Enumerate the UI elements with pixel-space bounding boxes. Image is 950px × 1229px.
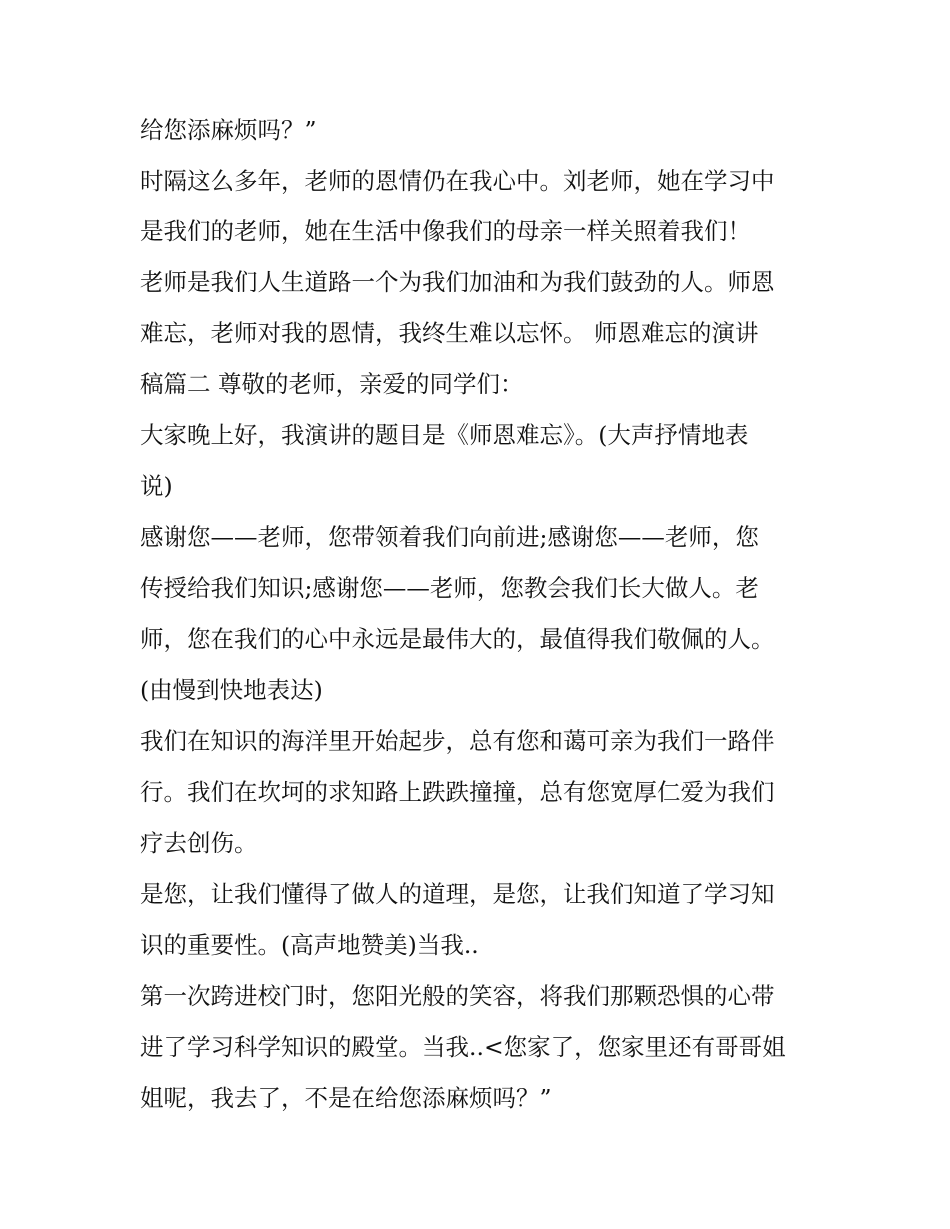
text-line: 时隔这么多年，老师的恩情仍在我心中。刘老师，她在学习中 bbox=[140, 167, 775, 195]
text-line: 稿篇二 尊敬的老师，亲爱的同学们： bbox=[140, 370, 524, 398]
text-line: 大家晚上好，我演讲的题目是《师恩难忘》。(大声抒情地表 bbox=[140, 421, 749, 449]
text-line: 姐呢，我去了，不是在给您添麻烦吗？” bbox=[140, 1084, 552, 1112]
text-line: 老师是我们人生道路一个为我们加油和为我们鼓劲的人。师恩 bbox=[140, 268, 775, 296]
text-line: 识的重要性。(高声地赞美)当我.. bbox=[140, 931, 479, 959]
text-line: 我们在知识的海洋里开始起步，总有您和蔼可亲为我们一路伴 bbox=[140, 727, 775, 755]
text-line: 传授给我们知识;感谢您——老师，您教会我们长大做人。老 bbox=[140, 574, 759, 602]
text-line: 说) bbox=[140, 472, 173, 500]
text-line: 疗去创伤。 bbox=[140, 829, 258, 857]
text-line: 是您，让我们懂得了做人的道理，是您，让我们知道了学习知 bbox=[140, 880, 775, 908]
text-line: 给您添麻烦吗？” bbox=[140, 116, 317, 144]
text-line: 进了学习科学知识的殿堂。当我..<您家了，您家里还有哥哥姐 bbox=[140, 1033, 786, 1061]
text-line: 行。我们在坎坷的求知路上跌跌撞撞，总有您宽厚仁爱为我们 bbox=[140, 778, 775, 806]
text-line: 是我们的老师，她在生活中像我们的母亲一样关照着我们！ bbox=[140, 217, 751, 245]
text-line: 师，您在我们的心中永远是最伟大的，最值得我们敬佩的人。 bbox=[140, 625, 775, 653]
text-line: 难忘，老师对我的恩情，我终生难以忘怀。 师恩难忘的演讲 bbox=[140, 319, 759, 347]
text-line: 第一次跨进校门时，您阳光般的笑容，将我们那颗恐惧的心带 bbox=[140, 982, 775, 1010]
text-line: (由慢到快地表达) bbox=[140, 676, 323, 704]
text-line: 感谢您——老师，您带领着我们向前进;感谢您——老师，您 bbox=[140, 523, 759, 551]
